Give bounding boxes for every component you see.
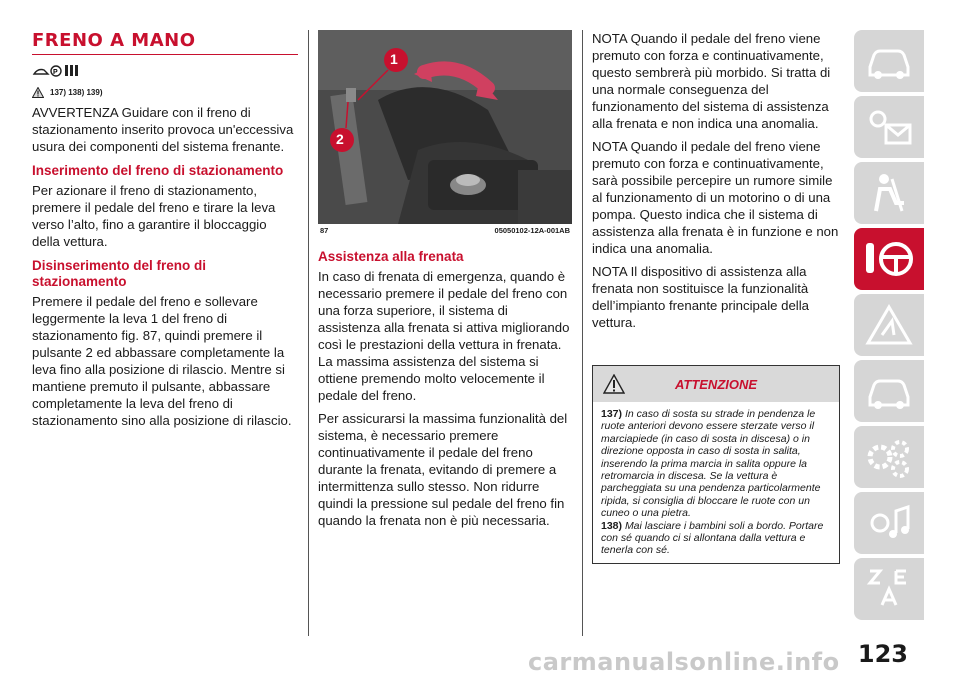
release-paragraph: Premere il pedale del freno e sollevare leggermente la leva 1 del freno di stazionamento fig. 87, quindi premere il pulsante 2 ed abbassare completamente la leva fino alla posizione di rilascio. Mentre si mantiene premuto il pulsante, abbassare completamente la leva del freno di stazionamento sino alla posizione di rilascio. (32, 294, 292, 428)
watermark: carmanualsonline.info (528, 648, 840, 676)
attention-box (592, 365, 840, 564)
nota-3: NOTA Il dispositivo di assistenza alla frenata non sostituisce la funzionalità dell’impianto frenante principale della vettura. (592, 264, 809, 330)
figure-code: 05050102-12A-001AB (494, 226, 570, 235)
tab-multimedia[interactable] (854, 492, 924, 554)
index-icon (862, 565, 916, 613)
column-divider (308, 30, 309, 636)
attention-header (593, 366, 839, 402)
safety-icon (862, 169, 916, 217)
attention-item-138 (601, 520, 831, 557)
technical-data-icon (862, 433, 916, 481)
assist-paragraph-1: In caso di frenata di emergenza, quando è necessario premere il pedale del freno con una forza superiore, il sistema di assistenza alla frenata si attiva migliorando così le prestazioni della vettura in frenata. La massima assistenza del sistema si ottiene premendo molto velocemente il pedale del freno. (318, 269, 570, 403)
column-middle (318, 30, 572, 529)
attention-item-137 (601, 408, 831, 520)
chapter-tabs (854, 30, 924, 624)
column-left (32, 30, 298, 429)
tab-index[interactable] (854, 558, 924, 620)
nota-2: NOTA Quando il pedale del freno viene premuto con forza e continuativamente, sarà possibile percepire un rumore simile al funzionamento di un motorino o di una pompa. Questo indica che il sistema di assistenza alla frenata è in funzione e non indica una anomalia. (592, 139, 839, 256)
warning-paragraph: AVVERTENZA Guidare con il freno di stazionamento inserito provoca un'eccessiva usura dei componenti del sistema frenante. (32, 105, 294, 154)
column-right (592, 30, 840, 564)
tab-maintenance[interactable] (854, 360, 924, 422)
warning-triangle-icon (32, 87, 44, 98)
page-number: 123 (857, 640, 908, 668)
warning-triangle-icon (603, 374, 625, 394)
heading-release: Disinserimento del freno di stazionamento (32, 258, 207, 289)
attention-text-138: Mai lasciare i bambini soli a bordo. Portare con sé quando ci si allontana dalla vettura e tenerla con sé. (601, 519, 824, 557)
starting-driving-icon (862, 235, 916, 283)
figure-number: 87 (320, 226, 329, 235)
attention-text-137: In caso di sosta su strade in pendenza le ruote anteriori devono essere sterzate verso il marciapiede (in caso di sosta in discesa) o in direzione opposta in caso di sosta in salita, inserendo la prima marcia in salita oppure la retromarcia in discesa. Se la vettura è parcheggiata su una pendenza particolarmente ripida, si consiglia di bloccare le ruote con un cuneo o una pietra. (601, 408, 821, 520)
attention-ref-138: 138) (601, 519, 623, 532)
emergency-icon (862, 301, 916, 349)
svg-text:P: P (53, 69, 58, 76)
car-overview-icon (862, 37, 916, 85)
multimedia-icon (862, 499, 916, 547)
attention-body (593, 402, 839, 563)
warning-refs (32, 87, 298, 98)
hand-brake-symbols-icon (32, 62, 80, 78)
feature-icons (32, 61, 298, 79)
attention-title: ATTENZIONE (674, 376, 758, 392)
column-divider (582, 30, 583, 636)
attention-ref-137: 137) (601, 408, 623, 420)
figure-caption (318, 226, 572, 235)
heading-assist: Assistenza alla frenata (318, 249, 464, 264)
engage-paragraph: Per azionare il freno di stazionamento, premere il pedale del freno e tirare la leva verso l’alto, fino a garantire il bloccaggio della vettura. (32, 183, 276, 249)
tab-technical-data[interactable] (854, 426, 924, 488)
section-title: FRENO A MANO (32, 30, 298, 55)
tab-safety[interactable] (854, 162, 924, 224)
maintenance-icon (862, 367, 916, 415)
callout-1: 1 (390, 51, 398, 67)
tab-emergency[interactable] (854, 294, 924, 356)
tab-starting-driving[interactable] (854, 228, 924, 290)
handbrake-illustration (318, 30, 572, 224)
tab-warning-lights[interactable] (854, 96, 924, 158)
handbrake-photo (318, 30, 572, 224)
callout-2: 2 (336, 131, 344, 147)
heading-engage: Inserimento del freno di stazionamento (32, 163, 284, 178)
warning-lights-icon (862, 103, 916, 151)
warning-refs-text: 137) 138) 139) (50, 88, 103, 97)
assist-paragraph-2: Per assicurarsi la massima funzionalità del sistema, è necessario premere continuativamente il pedale del freno durante la frenata, evitando di premere a intermittenza sullo stesso. Non ridurre quindi la pressione sul pedale del freno fin quando la frenata non è più necessaria. (318, 411, 568, 528)
nota-1: NOTA Quando il pedale del freno viene premuto con forza e continuativamente, questo sembrerà più morbido. Si tratta di una normale conseguenza del funzionamento del sistema di assistenza alla frenata e non indica una anomalia. (592, 31, 831, 131)
tab-car-overview[interactable] (854, 30, 924, 92)
